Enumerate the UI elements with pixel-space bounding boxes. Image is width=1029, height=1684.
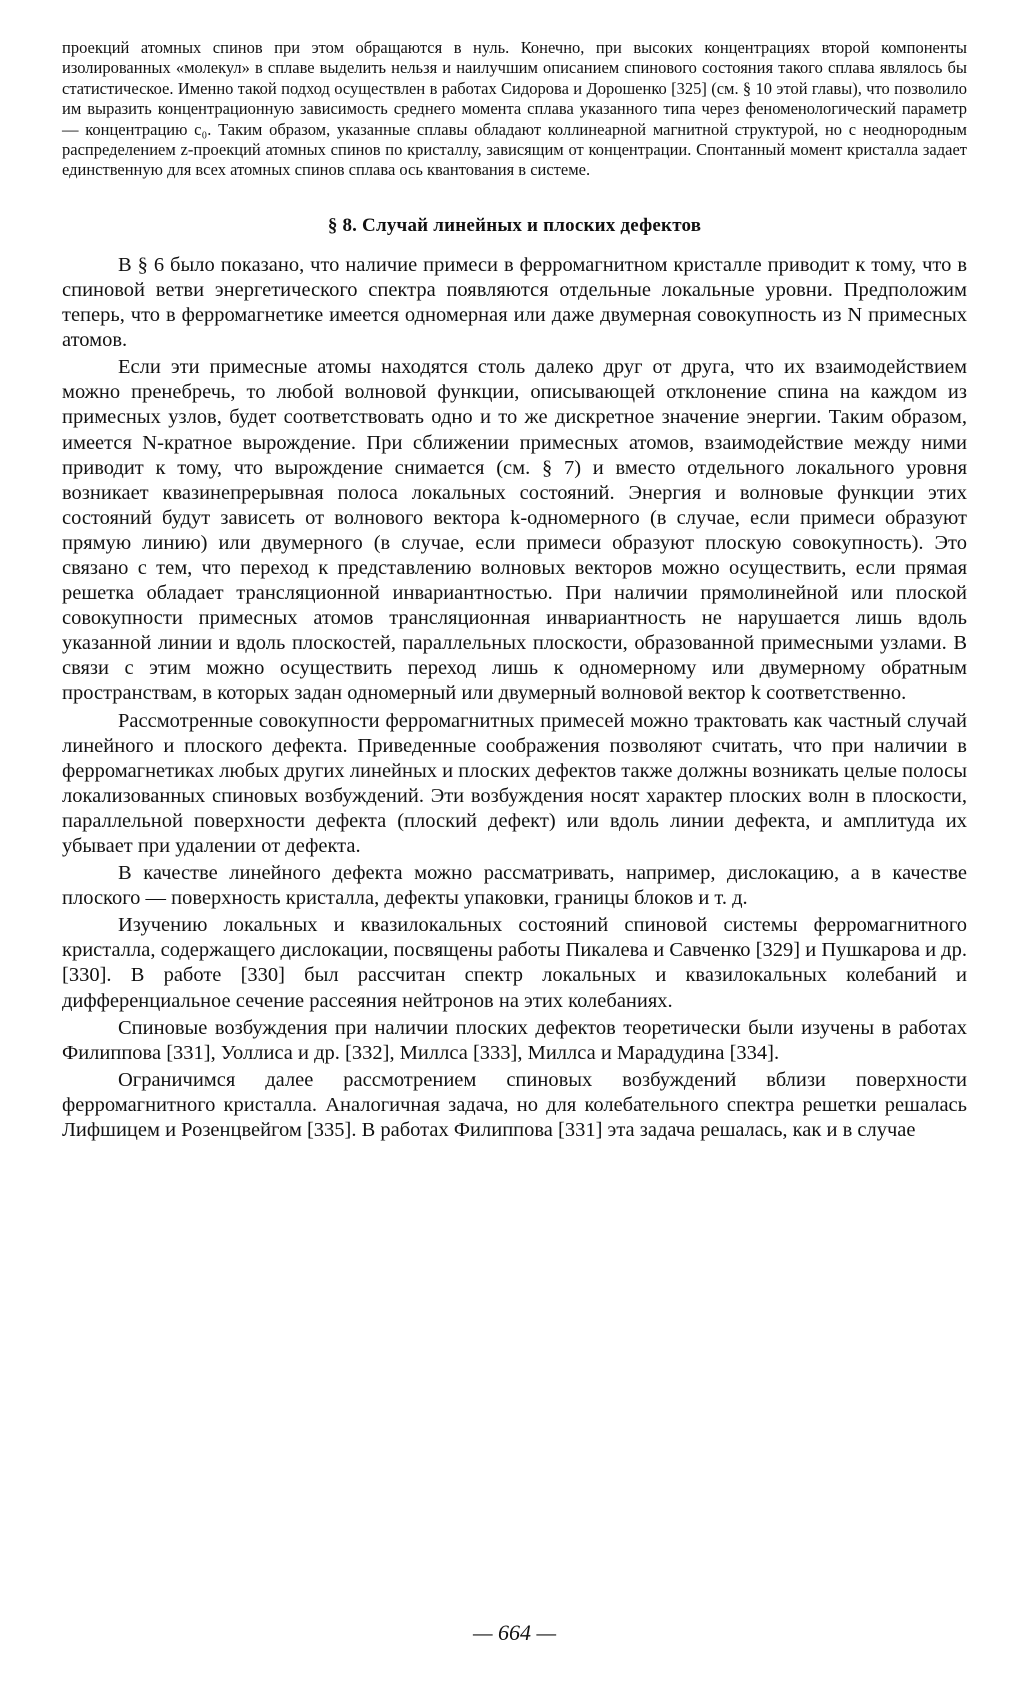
page-number: — 664 — <box>472 1620 557 1645</box>
paragraph-4: В качестве линейного дефекта можно рассматривать, например, дислокацию, а в качестве плоского — поверхность кристалла, дефекты упаковки, границы блоков и т. д. <box>62 862 967 910</box>
paragraph-6: Спиновые возбуждения при наличии плоских дефектов теоретически были изучены в работах Филиппова [331], Уоллиса и др. [332], Миллса [333], Миллса и Марадудина [334]. <box>62 1016 967 1064</box>
paragraph-7: Ограничимся далее рассмотрением спиновых возбуждений вблизи поверхности ферромагнитного кристалла. Аналогичная задача, но для колебательного спектра решетки решалась Лифшицем и Розенцвейгом [335]. В работах Филиппова [331] эта задача решалась, как и в случае <box>62 1068 967 1142</box>
section-heading: § 8. Случай линейных и плоских дефектов <box>327 214 702 236</box>
intro-paragraph: проекций атомных спинов при этом обращаются в нуль. Конечно, при высоких концентрациях второй компоненты изолированных «молекул» в сплаве выделить нельзя и наилучшим описанием спинового состояния такого сплава являлось бы статистическое. Именно такой подход осуществлен в работах Сидорова и Дорошенко [325] (см. § 10 этой главы), что позволило им выразить концентрационную зависимость среднего момента сплава указанного типа через феноменологический параметр — концентрацию c₀. Таким образом, указанные сплавы обладают коллинеарной магнитной структурой, но с неоднородным распределением z-проекций атомных спинов по кристаллу, зависящим от концентрации. Спонтанный момент кристалла задает единственную для всех атомных спинов сплава ось квантования в системе. <box>62 38 967 180</box>
paragraph-1: В § 6 было показано, что наличие примеси в ферромагнитном кристалле приводит к тому, что в спиновой ветви энергетического спектра появляются отдельные локальные уровни. Предположим теперь, что в ферромагнетике имеется одномерная или даже двумерная совокупность из N примесных атомов. <box>62 253 967 352</box>
paragraph-5: Изучению локальных и квазилокальных состояний спиновой системы ферромагнитного кристалла, содержащего дислокации, посвящены работы Пикалева и Савченко [329] и Пушкарова и др. [330]. В работе [330] был рассчитан спектр локальных и квазилокальных колебаний и дифференциальное сечение рассеяния нейтронов на этих колебаниях. <box>62 914 967 1012</box>
paragraph-3: Рассмотренные совокупности ферромагнитных примесей можно трактовать как частный случай линейного и плоского дефекта. Приведенные соображения позволяют считать, что при наличии в ферромагнетиках любых других линейных и плоских дефектов также должны возникать целые полосы локализованных спиновых возбуждений. Эти возбуждения носят характер плоских волн в плоскости, параллельной поверхности дефекта (плоский дефект) или вдоль линии дефекта, и амплитуда их убывает при удалении от дефекта. <box>62 709 967 857</box>
book-page <box>62 38 967 1658</box>
paragraph-2: Если эти примесные атомы находятся столь далеко друг от друга, что их взаимодействием можно пренебречь, то любой волновой функции, описывающей отклонение спина на каждом из примесных узлов, будет соответствовать одно и то же дискретное значение энергии. Таким образом, имеется N-кратное вырождение. При сближении примесных атомов, взаимодействие между ними приводит к тому, что вырождение снимается (см. § 7) и вместо отдельного локального уровня возникает квазинепрерывная полоса локальных состояний. Энергия и волновые функции этих состояний будут зависеть от волнового вектора k-одномерного (в случае, если примеси образуют прямую линию) или двумерного (в случае, если примеси образуют плоскую совокупность). Это связано с тем, что переход к представлению волновых векторов можно осуществить, если прямая решетка обладает трансляционной инвариантностью. При наличии прямолинейной или плоской совокупности примесных атомов трансляционная инвариантность не нарушается лишь вдоль указанной линии и вдоль плоскостей, параллельных плоскости, образованной примесными узлами. В связи с этим можно осуществить переход лишь к одномерному или двумерному обратным пространствам, в которых задан одномерный или двумерный волновой вектор k соответственно. <box>62 356 967 705</box>
